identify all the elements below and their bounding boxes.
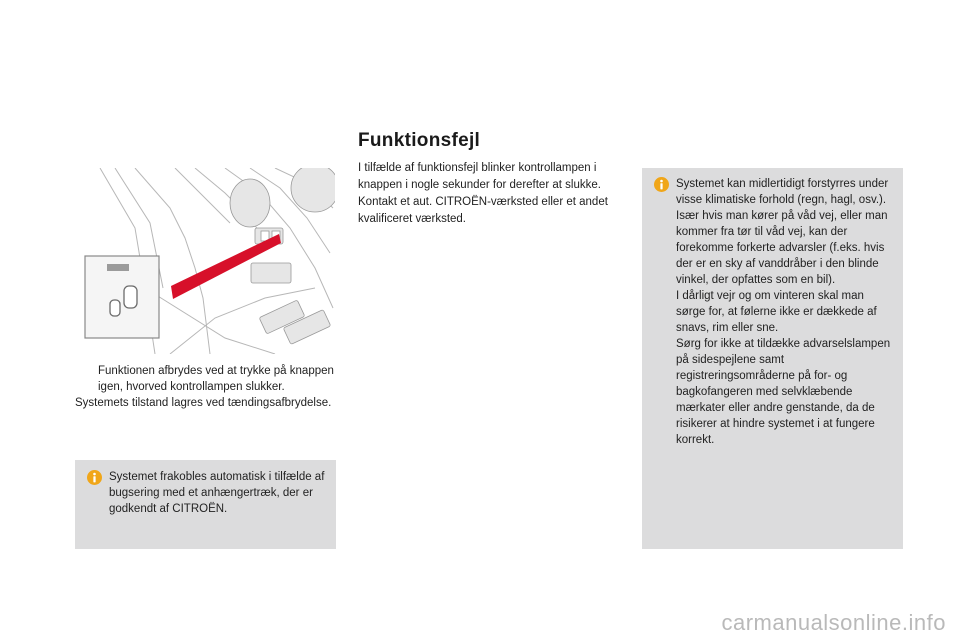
- bullet-block: [75, 363, 335, 411]
- info-line: Især hvis man kører på våd vej, eller man kommer fra tør til våd vej, kan der forekomme forkerte advarsler (f.eks. hvis der er en sky af vanddråber i den blinde vinkel, der opfattes som en bil).: [676, 210, 888, 286]
- state-saved-paragraph: Systemets tilstand lagres ved tændingsafbrydelse.: [75, 397, 332, 409]
- info-icon: [87, 470, 102, 485]
- info-box-towing: [75, 460, 336, 549]
- info-line: Systemet kan midlertidigt forstyrres under visse klimatiske forhold (regn, hagl, osv.).: [676, 178, 889, 206]
- info-line: I dårligt vejr og om vinteren skal man sørge for, at følerne ikke er dækkede af snavs, rim eller sne.: [676, 290, 877, 334]
- bullet-text: Funktionen afbrydes ved at trykke på knappen igen, hvorved kontrollampen slukker.: [98, 365, 334, 393]
- info-line: Sørg for ikke at tildække advarselslampen på sidespejlene samt registreringsområderne på for- og bagkofangeren med selvklæbende mærkater eller andre genstande, da de risikerer at hindre systemet i at fungere korrekt.: [676, 338, 891, 446]
- bullet-item: [75, 363, 335, 395]
- info-box-text: Systemet frakobles automatisk i tilfælde af bugsering med et anhængertræk, der er godkendt af CITROËN.: [109, 471, 325, 515]
- info-icon: [654, 177, 669, 192]
- bullet-icon: [75, 363, 98, 395]
- info-box-weather: [642, 168, 903, 549]
- dashboard-illustration: [75, 168, 335, 354]
- watermark: carmanualsonline.info: [721, 610, 946, 635]
- malfunction-paragraph: I tilfælde af funktionsfejl blinker kontrollampen i knappen i nogle sekunder for derefter at slukke. Kontakt et aut. CITROËN-værksted eller et andet kvalificeret værksted.: [358, 162, 608, 225]
- section-heading: Funktionsfejl: [358, 130, 481, 151]
